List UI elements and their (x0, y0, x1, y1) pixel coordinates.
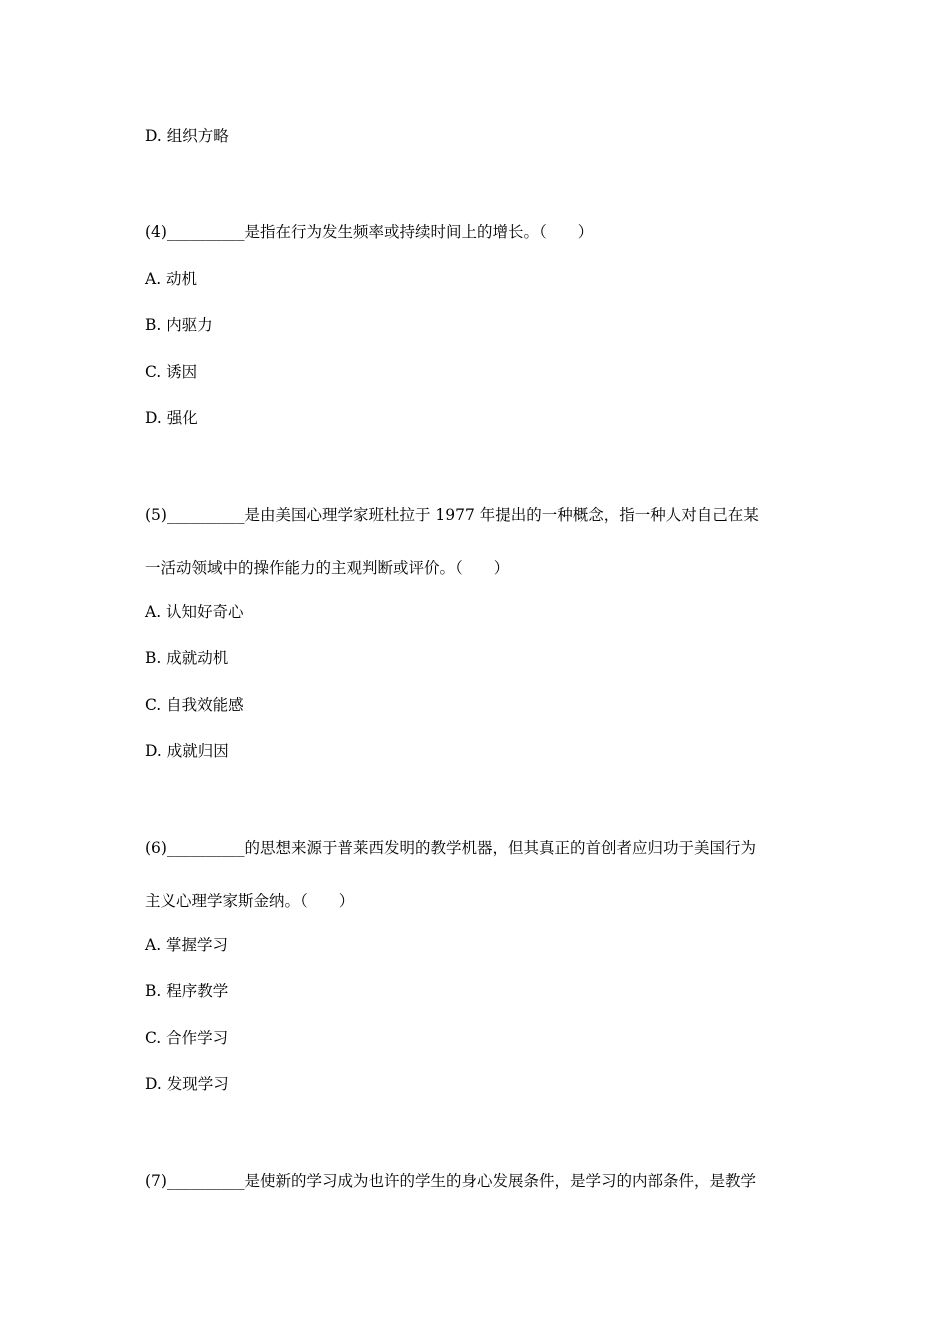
question-6-option-a: A. 掌握学习 (145, 936, 229, 954)
question-5-option-b: B. 成就动机 (145, 649, 229, 667)
question-5-stem-line-1: (5)__________是由美国心理学家班杜拉于 1977 年提出的一种概念，指一种人对自己在某 (145, 506, 759, 524)
question-4-stem: (4)__________是指在行为发生频率或持续时间上的增长。（ ） (145, 223, 594, 241)
question-5-option-a: A. 认知好奇心 (145, 603, 244, 621)
question-5-option-d: D. 成就归因 (145, 742, 229, 760)
question-5-stem-line-2: 一活动领域中的操作能力的主观判断或评价。（ ） (145, 559, 510, 577)
question-4-option-d: D. 强化 (145, 409, 198, 427)
question-4-option-a: A. 动机 (145, 270, 198, 288)
question-6-stem-line-2: 主义心理学家斯金纳。（ ） (145, 892, 355, 910)
question-6-option-c: C. 合作学习 (145, 1029, 229, 1047)
question-7-stem-line-1: (7)__________是使新的学习成为也许的学生的身心发展条件，是学习的内部条件，是教学 (145, 1172, 756, 1190)
question-6-option-d: D. 发现学习 (145, 1075, 229, 1093)
question-4-option-c: C. 诱因 (145, 363, 198, 381)
question-6-option-b: B. 程序教学 (145, 982, 229, 1000)
question-6-stem-line-1: (6)__________的思想来源于普莱西发明的教学机器，但其真正的首创者应归功于美国行为 (145, 839, 756, 857)
question-5-option-c: C. 自我效能感 (145, 696, 244, 714)
question-4-option-b: B. 内驱力 (145, 316, 213, 334)
prev-question-option-d: D. 组织方略 (145, 127, 229, 145)
